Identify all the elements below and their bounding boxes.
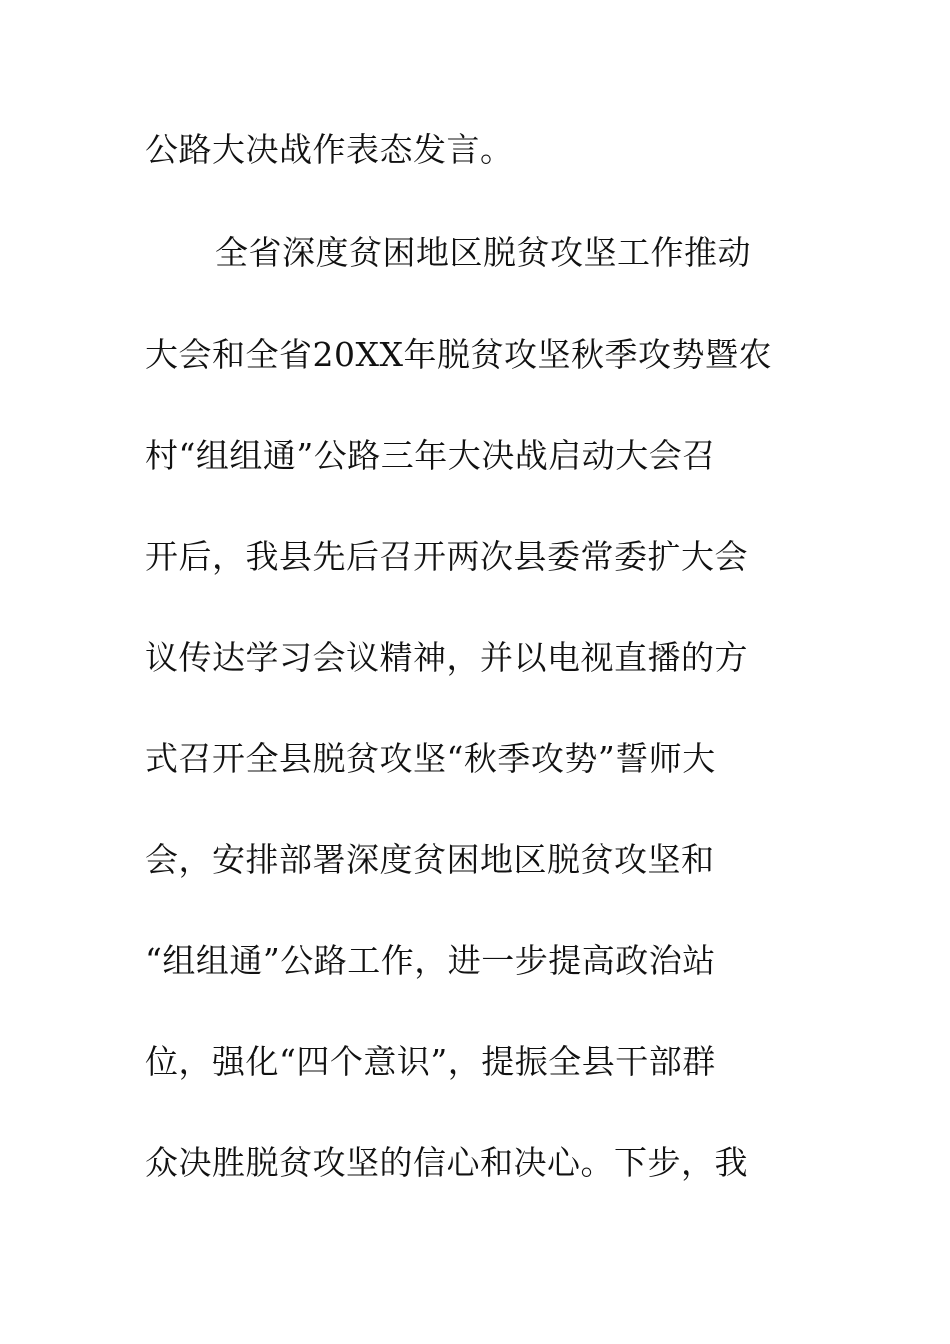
text-line: 公路大决战作表态发言。	[145, 130, 514, 169]
text-line: “组组通”公路工作，进一步提高政治站	[145, 941, 716, 980]
text-line: 大会和全省20XX年脱贫攻坚秋季攻势暨农	[145, 335, 772, 374]
text-line: 村“组组通”公路三年大决战启动大会召	[145, 436, 716, 475]
text-line: 位，强化“四个意识”，提振全县干部群	[145, 1042, 716, 1081]
text-line: 议传达学习会议精神，并以电视直播的方	[145, 638, 748, 677]
paragraph-first-line: 全省深度贫困地区脱贫攻坚工作推动	[215, 233, 751, 272]
text-line: 众决胜脱贫攻坚的信心和决心。下步，我	[145, 1143, 748, 1182]
text-line: 开后，我县先后召开两次县委常委扩大会	[145, 537, 748, 576]
text-line: 式召开全县脱贫攻坚“秋季攻势”誓师大	[145, 739, 716, 778]
text-line: 会，安排部署深度贫困地区脱贫攻坚和	[145, 840, 715, 879]
